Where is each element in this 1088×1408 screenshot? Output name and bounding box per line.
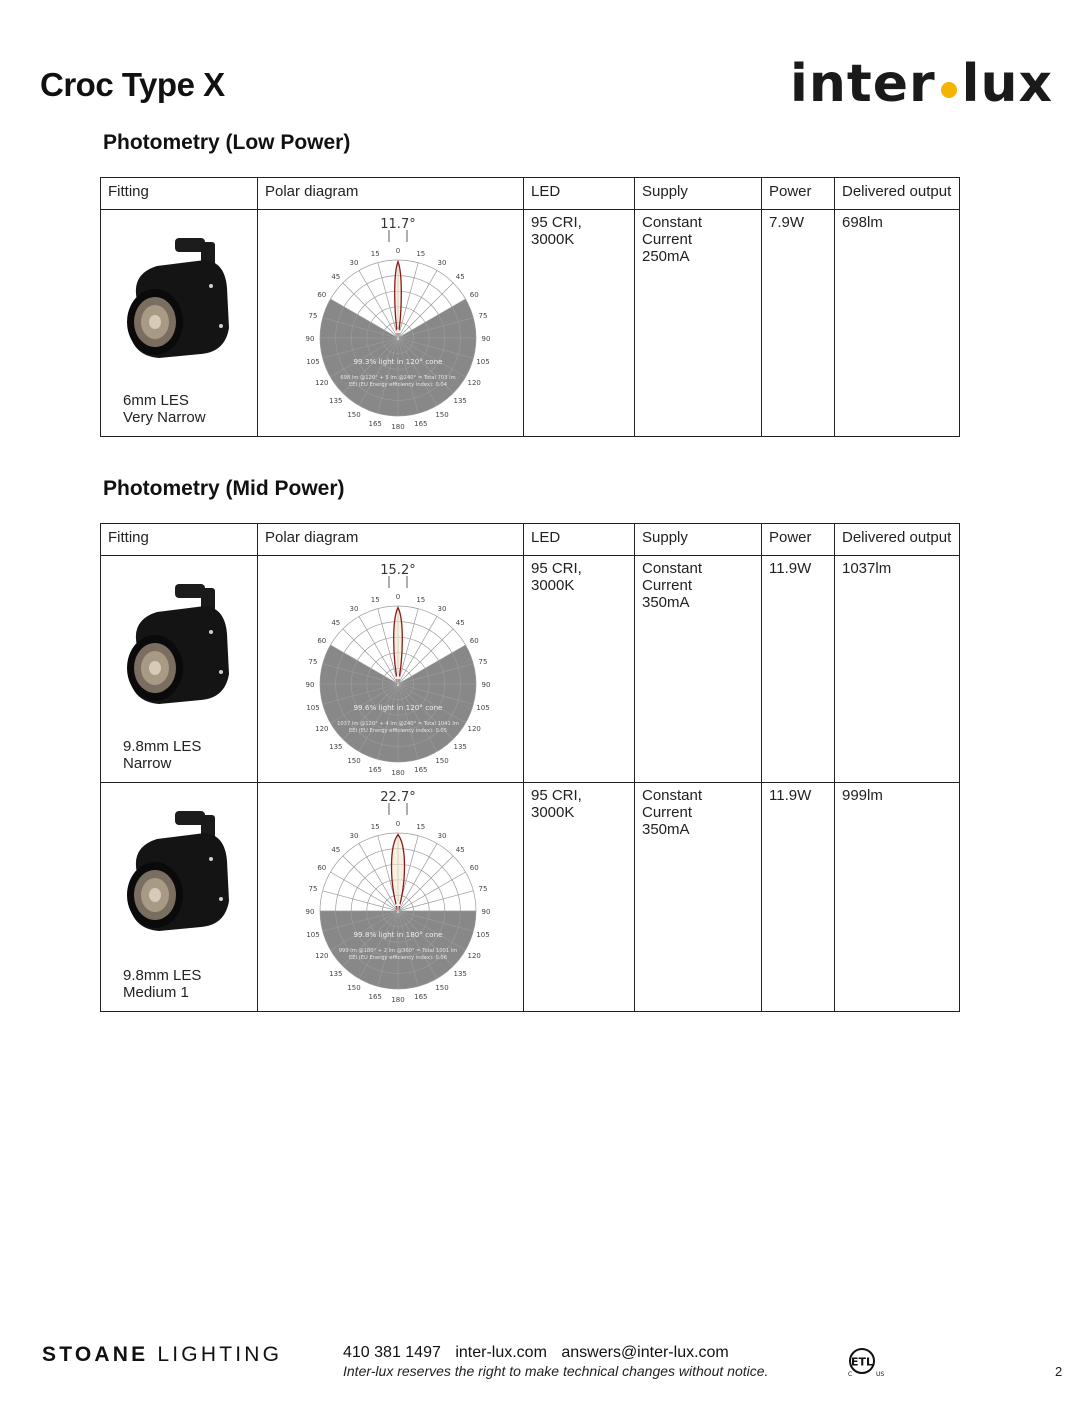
angle-label: 120 (315, 379, 329, 387)
angle-label: 180 (391, 996, 405, 1004)
led-chip (149, 661, 161, 675)
polar-grid-ray (398, 872, 466, 911)
output-value: 698lm (842, 214, 883, 231)
beam-angle-value: 15.2° (380, 563, 416, 578)
cone-percentage-text: 99.6% light in 120° cone (353, 703, 443, 712)
angle-label: 90 (481, 681, 491, 689)
fitting-beam-type: Very Narrow (123, 409, 206, 426)
supply-value: Constant Current 250mA (642, 214, 703, 265)
eei-stats-text: EEI (EU Energy efficiency index): 0.06 (348, 955, 448, 961)
fitting-beam-type: Narrow (123, 755, 172, 772)
angle-label: 0 (395, 820, 401, 828)
polar-grid-ray (323, 891, 398, 911)
angle-label: 15 (416, 823, 426, 831)
interlux-logo (790, 54, 1053, 114)
page-title: Croc Type X (40, 66, 225, 103)
angle-label: 135 (453, 970, 467, 979)
angle-label: 120 (315, 952, 329, 960)
angle-label: 105 (476, 930, 490, 939)
angle-label: 150 (435, 411, 449, 420)
led-cell (524, 556, 635, 783)
spotlight-fixture-icon (117, 803, 242, 948)
polar-diagram-cell (258, 210, 524, 437)
table-row (101, 783, 960, 1012)
cone-percentage-text: 99.8% light in 180° cone (353, 930, 443, 939)
angle-label: 150 (347, 411, 361, 420)
footer-phone: 410 381 1497 (343, 1344, 441, 1361)
angle-label: 135 (329, 397, 343, 406)
angle-label: 15 (370, 823, 380, 831)
power-cell (762, 210, 835, 437)
angle-label: 120 (467, 725, 481, 733)
power-value: 7.9W (769, 214, 805, 231)
angle-label: 75 (478, 312, 488, 321)
angle-label: 165 (414, 766, 428, 774)
output-value: 1037lm (842, 560, 892, 577)
fitting-caption (123, 392, 206, 426)
beam-lobe (395, 262, 402, 338)
section-title-low-power: Photometry (Low Power) (103, 131, 351, 154)
angle-label: 0 (395, 247, 401, 255)
stoane-lighting-logo (42, 1343, 282, 1367)
header-led: LED (524, 524, 635, 556)
angle-label: 90 (481, 908, 491, 916)
power-value: 11.9W (769, 787, 812, 804)
spotlight-fixture-icon (117, 576, 242, 721)
angle-label: 165 (414, 993, 428, 1001)
header-fitting: Fitting (101, 524, 258, 556)
fitting-cell (101, 556, 258, 783)
angle-label: 120 (467, 952, 481, 960)
svg-text:C: C (848, 1371, 853, 1378)
angle-label: 150 (435, 757, 449, 766)
angle-label: 45 (455, 618, 465, 627)
angle-label: 135 (329, 970, 343, 979)
header-led: LED (524, 178, 635, 210)
angle-label: 75 (308, 885, 318, 894)
output-cell (835, 556, 960, 783)
table-row (101, 556, 960, 783)
screw (209, 630, 213, 634)
beam-angle-value: 11.7° (380, 217, 416, 232)
lumen-stats-text: 698 lm @120° + 5 lm @240° = Total 703 lm (340, 375, 456, 381)
supply-cell (635, 210, 762, 437)
fitting-caption (123, 967, 201, 1001)
table-header-row (101, 524, 960, 556)
angle-label: 75 (308, 312, 318, 321)
beam-lobe (392, 835, 405, 911)
led-value: 95 CRI, 3000K (531, 787, 582, 821)
lumen-stats-text: 999 lm @180° + 2 lm @360° = Total 1001 lm (338, 948, 458, 954)
logo-text-right: lux (961, 54, 1054, 114)
header-supply: Supply (635, 524, 762, 556)
photometry-table-mid-power (100, 523, 960, 1012)
footer-disclaimer: Inter-lux reserves the right to make technical changes without notice. (343, 1363, 769, 1379)
led-value: 95 CRI, 3000K (531, 214, 582, 248)
polar-grid-ray (343, 856, 398, 911)
supply-cell (635, 556, 762, 783)
angle-label: 135 (329, 743, 343, 752)
angle-label: 105 (306, 703, 320, 712)
table-row (101, 210, 960, 437)
header-fitting: Fitting (101, 178, 258, 210)
cone-percentage-text: 99.3% light in 120° cone (353, 357, 443, 366)
section-title-mid-power: Photometry (Mid Power) (103, 477, 345, 500)
angle-label: 180 (391, 423, 405, 431)
beam-angle-value: 22.7° (380, 790, 416, 805)
angle-label: 105 (476, 357, 490, 366)
angle-label: 45 (331, 618, 341, 627)
polar-diagram-cell (258, 783, 524, 1012)
angle-label: 105 (306, 357, 320, 366)
angle-label: 60 (469, 637, 479, 645)
table-header-row (101, 178, 960, 210)
fitting-les: 6mm LES (123, 392, 189, 409)
header-polar-diagram: Polar diagram (258, 524, 524, 556)
etl-certification-icon (846, 1346, 888, 1378)
angle-label: 15 (416, 596, 426, 604)
angle-label: 150 (347, 757, 361, 766)
angle-label: 60 (317, 637, 327, 645)
angle-label: 135 (453, 397, 467, 406)
angle-label: 15 (416, 250, 426, 258)
power-value: 11.9W (769, 560, 812, 577)
polar-diagram (303, 214, 493, 432)
screw (219, 897, 223, 901)
screw (219, 324, 223, 328)
output-cell (835, 783, 960, 1012)
fitting-beam-type: Medium 1 (123, 984, 189, 1001)
brand-bold: STOANE (42, 1343, 149, 1366)
page-number: 2 (1055, 1364, 1063, 1379)
led-chip (149, 888, 161, 902)
footer-email[interactable]: answers@inter-lux.com (561, 1344, 729, 1361)
polar-grid-ray (398, 891, 473, 911)
angle-label: 60 (317, 291, 327, 299)
angle-label: 15 (370, 596, 380, 604)
screw (209, 857, 213, 861)
footer-contact (343, 1344, 739, 1362)
fitting-les: 9.8mm LES (123, 967, 202, 984)
angle-label: 75 (308, 658, 318, 667)
angle-label: 30 (437, 831, 447, 840)
angle-label: 165 (368, 993, 382, 1001)
fitting-les: 9.8mm LES (123, 738, 202, 755)
supply-cell (635, 783, 762, 1012)
angle-label: 105 (306, 930, 320, 939)
angle-label: 180 (391, 769, 405, 777)
svg-text:US: US (876, 1371, 885, 1378)
angle-label: 45 (455, 272, 465, 281)
power-cell (762, 556, 835, 783)
angle-label: 105 (476, 703, 490, 712)
header-delivered-output: Delivered output (835, 178, 960, 210)
supply-value: Constant Current 350mA (642, 560, 703, 611)
lumen-stats-text: 1037 lm @120° + 4 lm @240° = Total 1041 lm (337, 721, 459, 727)
polar-grid-ray (398, 856, 453, 911)
polar-diagram (303, 787, 493, 1005)
angle-label: 90 (305, 681, 315, 689)
fitting-cell (101, 210, 258, 437)
angle-label: 90 (481, 335, 491, 343)
angle-label: 60 (317, 864, 327, 872)
output-value: 999lm (842, 787, 883, 804)
angle-label: 135 (453, 743, 467, 752)
angle-label: 0 (395, 593, 401, 601)
fitting-cell (101, 783, 258, 1012)
mount-plate (175, 238, 205, 252)
header-delivered-output: Delivered output (835, 524, 960, 556)
angle-label: 120 (315, 725, 329, 733)
mount-plate (175, 584, 205, 598)
brand-light: LIGHTING (157, 1343, 283, 1366)
angle-label: 120 (467, 379, 481, 387)
angle-label: 150 (435, 984, 449, 993)
angle-label: 165 (368, 766, 382, 774)
eei-stats-text: EEI (EU Energy efficiency index): 0.05 (348, 728, 448, 734)
logo-text-left: inter (790, 54, 936, 114)
angle-label: 60 (469, 291, 479, 299)
header-power: Power (762, 524, 835, 556)
header-power: Power (762, 178, 835, 210)
angle-label: 165 (368, 420, 382, 428)
led-chip (149, 315, 161, 329)
output-cell (835, 210, 960, 437)
etl-mark-text: ETL (850, 1355, 874, 1369)
led-cell (524, 783, 635, 1012)
screw (209, 284, 213, 288)
photometry-table-low-power (100, 177, 960, 437)
angle-label: 30 (349, 831, 359, 840)
led-value: 95 CRI, 3000K (531, 560, 582, 594)
polar-diagram-cell (258, 556, 524, 783)
angle-label: 45 (455, 845, 465, 854)
screw (219, 670, 223, 674)
polar-diagram (303, 560, 493, 778)
angle-label: 165 (414, 420, 428, 428)
angle-label: 75 (478, 658, 488, 667)
angle-label: 90 (305, 335, 315, 343)
logo-dot-icon (941, 82, 957, 98)
angle-label: 75 (478, 885, 488, 894)
angle-label: 45 (331, 272, 341, 281)
angle-label: 30 (437, 258, 447, 267)
mount-plate (175, 811, 205, 825)
angle-label: 45 (331, 845, 341, 854)
header-polar-diagram: Polar diagram (258, 178, 524, 210)
supply-value: Constant Current 350mA (642, 787, 703, 838)
angle-label: 60 (469, 864, 479, 872)
fitting-caption (123, 738, 201, 772)
angle-label: 150 (347, 984, 361, 993)
led-cell (524, 210, 635, 437)
angle-label: 90 (305, 908, 315, 916)
angle-label: 30 (349, 604, 359, 613)
footer-website[interactable]: inter-lux.com (455, 1344, 547, 1361)
angle-label: 30 (349, 258, 359, 267)
eei-stats-text: EEI (EU Energy efficiency index): 0.04 (348, 382, 448, 388)
spotlight-fixture-icon (117, 230, 242, 375)
power-cell (762, 783, 835, 1012)
polar-grid-ray (330, 872, 398, 911)
header-supply: Supply (635, 178, 762, 210)
angle-label: 30 (437, 604, 447, 613)
angle-label: 15 (370, 250, 380, 258)
